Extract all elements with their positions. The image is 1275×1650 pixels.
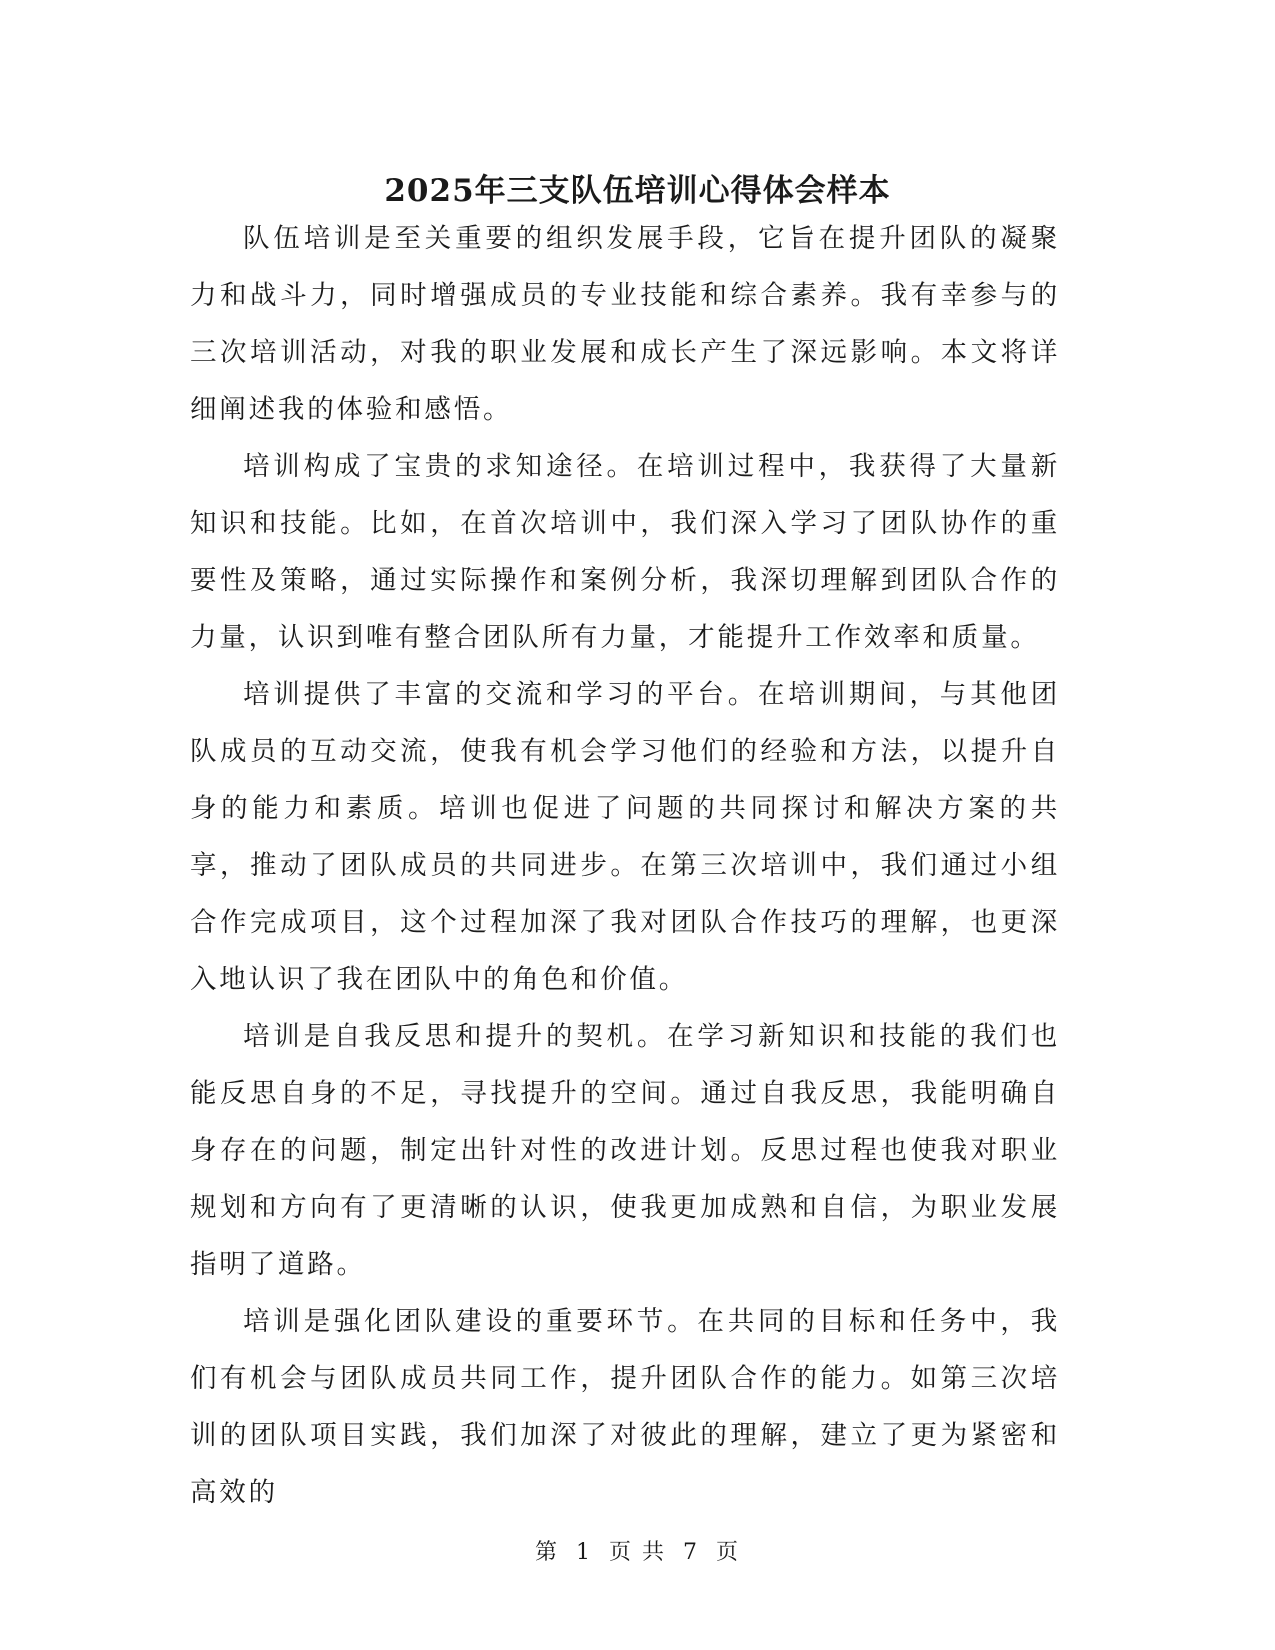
footer-suffix: 页 [716,1540,741,1565]
footer-prefix: 第 [534,1540,559,1565]
paragraph-1: 队伍培训是至关重要的组织发展手段，它旨在提升团队的凝聚力和战斗力，同时增强成员的专业技能和综合素养。我有幸参与的三次培训活动，对我的职业发展和成长产生了深远影响。本文将详细阐述我的体验和感悟。 [190,223,1060,425]
footer-total-pages: 7 [683,1540,699,1565]
footer-middle: 页 共 [609,1540,666,1565]
page-footer [0,1538,1275,1568]
paragraph-5: 培训是强化团队建设的重要环节。在共同的目标和任务中，我们有机会与团队成员共同工作，提升团队合作的能力。如第三次培训的团队项目实践，我们加深了对彼此的理解，建立了更为紧密和高效的 [190,1306,1060,1508]
footer-current-page: 1 [576,1540,592,1565]
paragraph-4: 培训是自我反思和提升的契机。在学习新知识和技能的我们也能反思自身的不足，寻找提升的空间。通过自我反思，我能明确自身存在的问题，制定出针对性的改进计划。反思过程也使我对职业规划和方向有了更清晰的认识，使我更加成熟和自信，为职业发展指明了道路。 [190,1021,1060,1280]
document-body [190,210,1060,1521]
document-title: 2025年三支队伍培训心得体会样本 [384,172,891,209]
paragraph-2: 培训构成了宝贵的求知途径。在培训过程中，我获得了大量新知识和技能。比如，在首次培训中，我们深入学习了团队协作的重要性及策略，通过实际操作和案例分析，我深切理解到团队合作的力量，认识到唯有整合团队所有力量，才能提升工作效率和质量。 [190,451,1060,653]
paragraph-3: 培训提供了丰富的交流和学习的平台。在培训期间，与其他团队成员的互动交流，使我有机会学习他们的经验和方法，以提升自身的能力和素质。培训也促进了问题的共同探讨和解决方案的共享，推动了团队成员的共同进步。在第三次培训中，我们通过小组合作完成项目，这个过程加深了我对团队合作技巧的理解，也更深入地认识了我在团队中的角色和价值。 [190,679,1060,995]
